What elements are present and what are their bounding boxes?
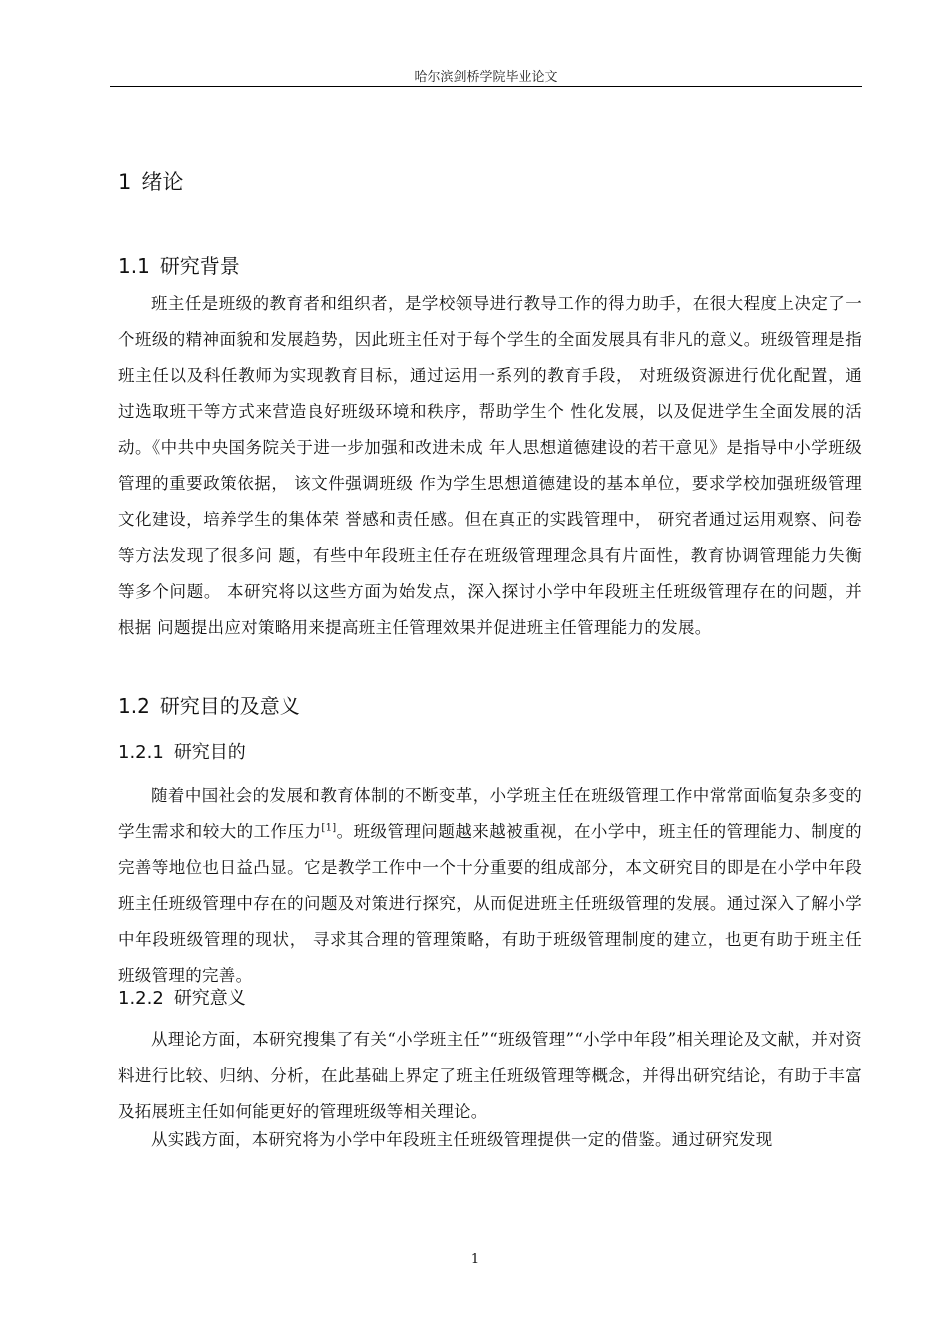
- citation-marker: [1]: [321, 822, 337, 834]
- section-number: 1.1: [118, 254, 150, 278]
- chapter-title: 绪论: [141, 170, 184, 194]
- section-title: 研究背景: [159, 254, 240, 278]
- section-number: 1.2: [118, 694, 150, 718]
- paragraph-theoretical-significance: 从理论方面，本研究搜集了有关“小学班主任”“班级管理”“小学中年段”相关理论及文献，并对资料进行比较、归纳、分析，在此基础上界定了班主任班级管理等概念，并得出研究结论，有助于丰富及拓展班主任如何能更好的管理班级等相关理论。: [118, 1030, 862, 1121]
- page-number: 1: [470, 1252, 480, 1267]
- subsection-heading-1-2-1: [118, 738, 246, 764]
- paragraph-research-purpose: [118, 778, 862, 994]
- section-heading-1-1: [118, 250, 240, 279]
- paragraph-practical-significance: 从实践方面，本研究将为小学中年段班主任班级管理提供一定的借鉴。通过研究发现: [151, 1130, 773, 1149]
- section-title: 研究目的及意义: [159, 694, 300, 718]
- chapter-heading: [118, 166, 183, 196]
- paragraph-research-background: 班主任是班级的教育者和组织者，是学校领导进行教导工作的得力助手，在很大程度上决定了一个班级的精神面貌和发展趋势，因此班主任对于每个学生的全面发展具有非凡的意义。班级管理是指班主任以及科任教师为实现教育目标，通过运用一系列的教育手段， 对班级资源进行优化配置，通过选取班干等方式来营造良好班级环境和秩序，帮助学生个 性化发展，以及促进学生全面发展的活动。《中共中央国务院关于进一步加强和改进未成 年人思想道德建设的若干意见》是指导中小学班级管理的重要政策依据， 该文件强调班级 作为学生思想道德建设的基本单位，要求学校加强班级管理文化建设，培养学生的集体荣 誉感和责任感。但在真正的实践管理中， 研究者通过运用观察、问卷等方法发现了很多问 题，有些中年段班主任存在班级管理理念具有片面性，教育协调管理能力失衡等多个问题。 本研究将以这些方面为始发点，深入探讨小学中年段班主任班级管理存在的问题，并根据 问题提出应对策略用来提高班主任管理效果并促进班主任管理能力的发展。: [118, 294, 862, 637]
- subsection-heading-1-2-2: [118, 984, 246, 1010]
- header-rule: [110, 86, 862, 87]
- paragraph-text: 随着中国社会的发展和教育体制的不断变革，小学班主任在班级管理工作中常常面临复杂多变的学生需求和较大的工作压力: [118, 786, 862, 841]
- running-header: 哈尔滨剑桥学院毕业论文: [414, 70, 558, 85]
- subsection-title: 研究意义: [173, 988, 246, 1009]
- subsection-number: 1.2.1: [118, 742, 164, 763]
- subsection-title: 研究目的: [173, 742, 246, 763]
- chapter-number: 1: [118, 170, 132, 194]
- subsection-number: 1.2.2: [118, 988, 164, 1009]
- paragraph-text: 。班级管理问题越来越被重视，在小学中，班主任的管理能力、制度的完善等地位也日益凸显。它是教学工作中一个十分重要的组成部分，本文研究目的即是在小学中年段班主任班级管理中存在的问题及对策进行探究，从而促进班主任班级管理的发展。通过深入了解小学中年段班级管理的现状， 寻求其合理的管理策略，有助于班级管理制度的建立，也更有助于班主任班级管理的完善。: [118, 822, 862, 985]
- section-heading-1-2: [118, 690, 300, 719]
